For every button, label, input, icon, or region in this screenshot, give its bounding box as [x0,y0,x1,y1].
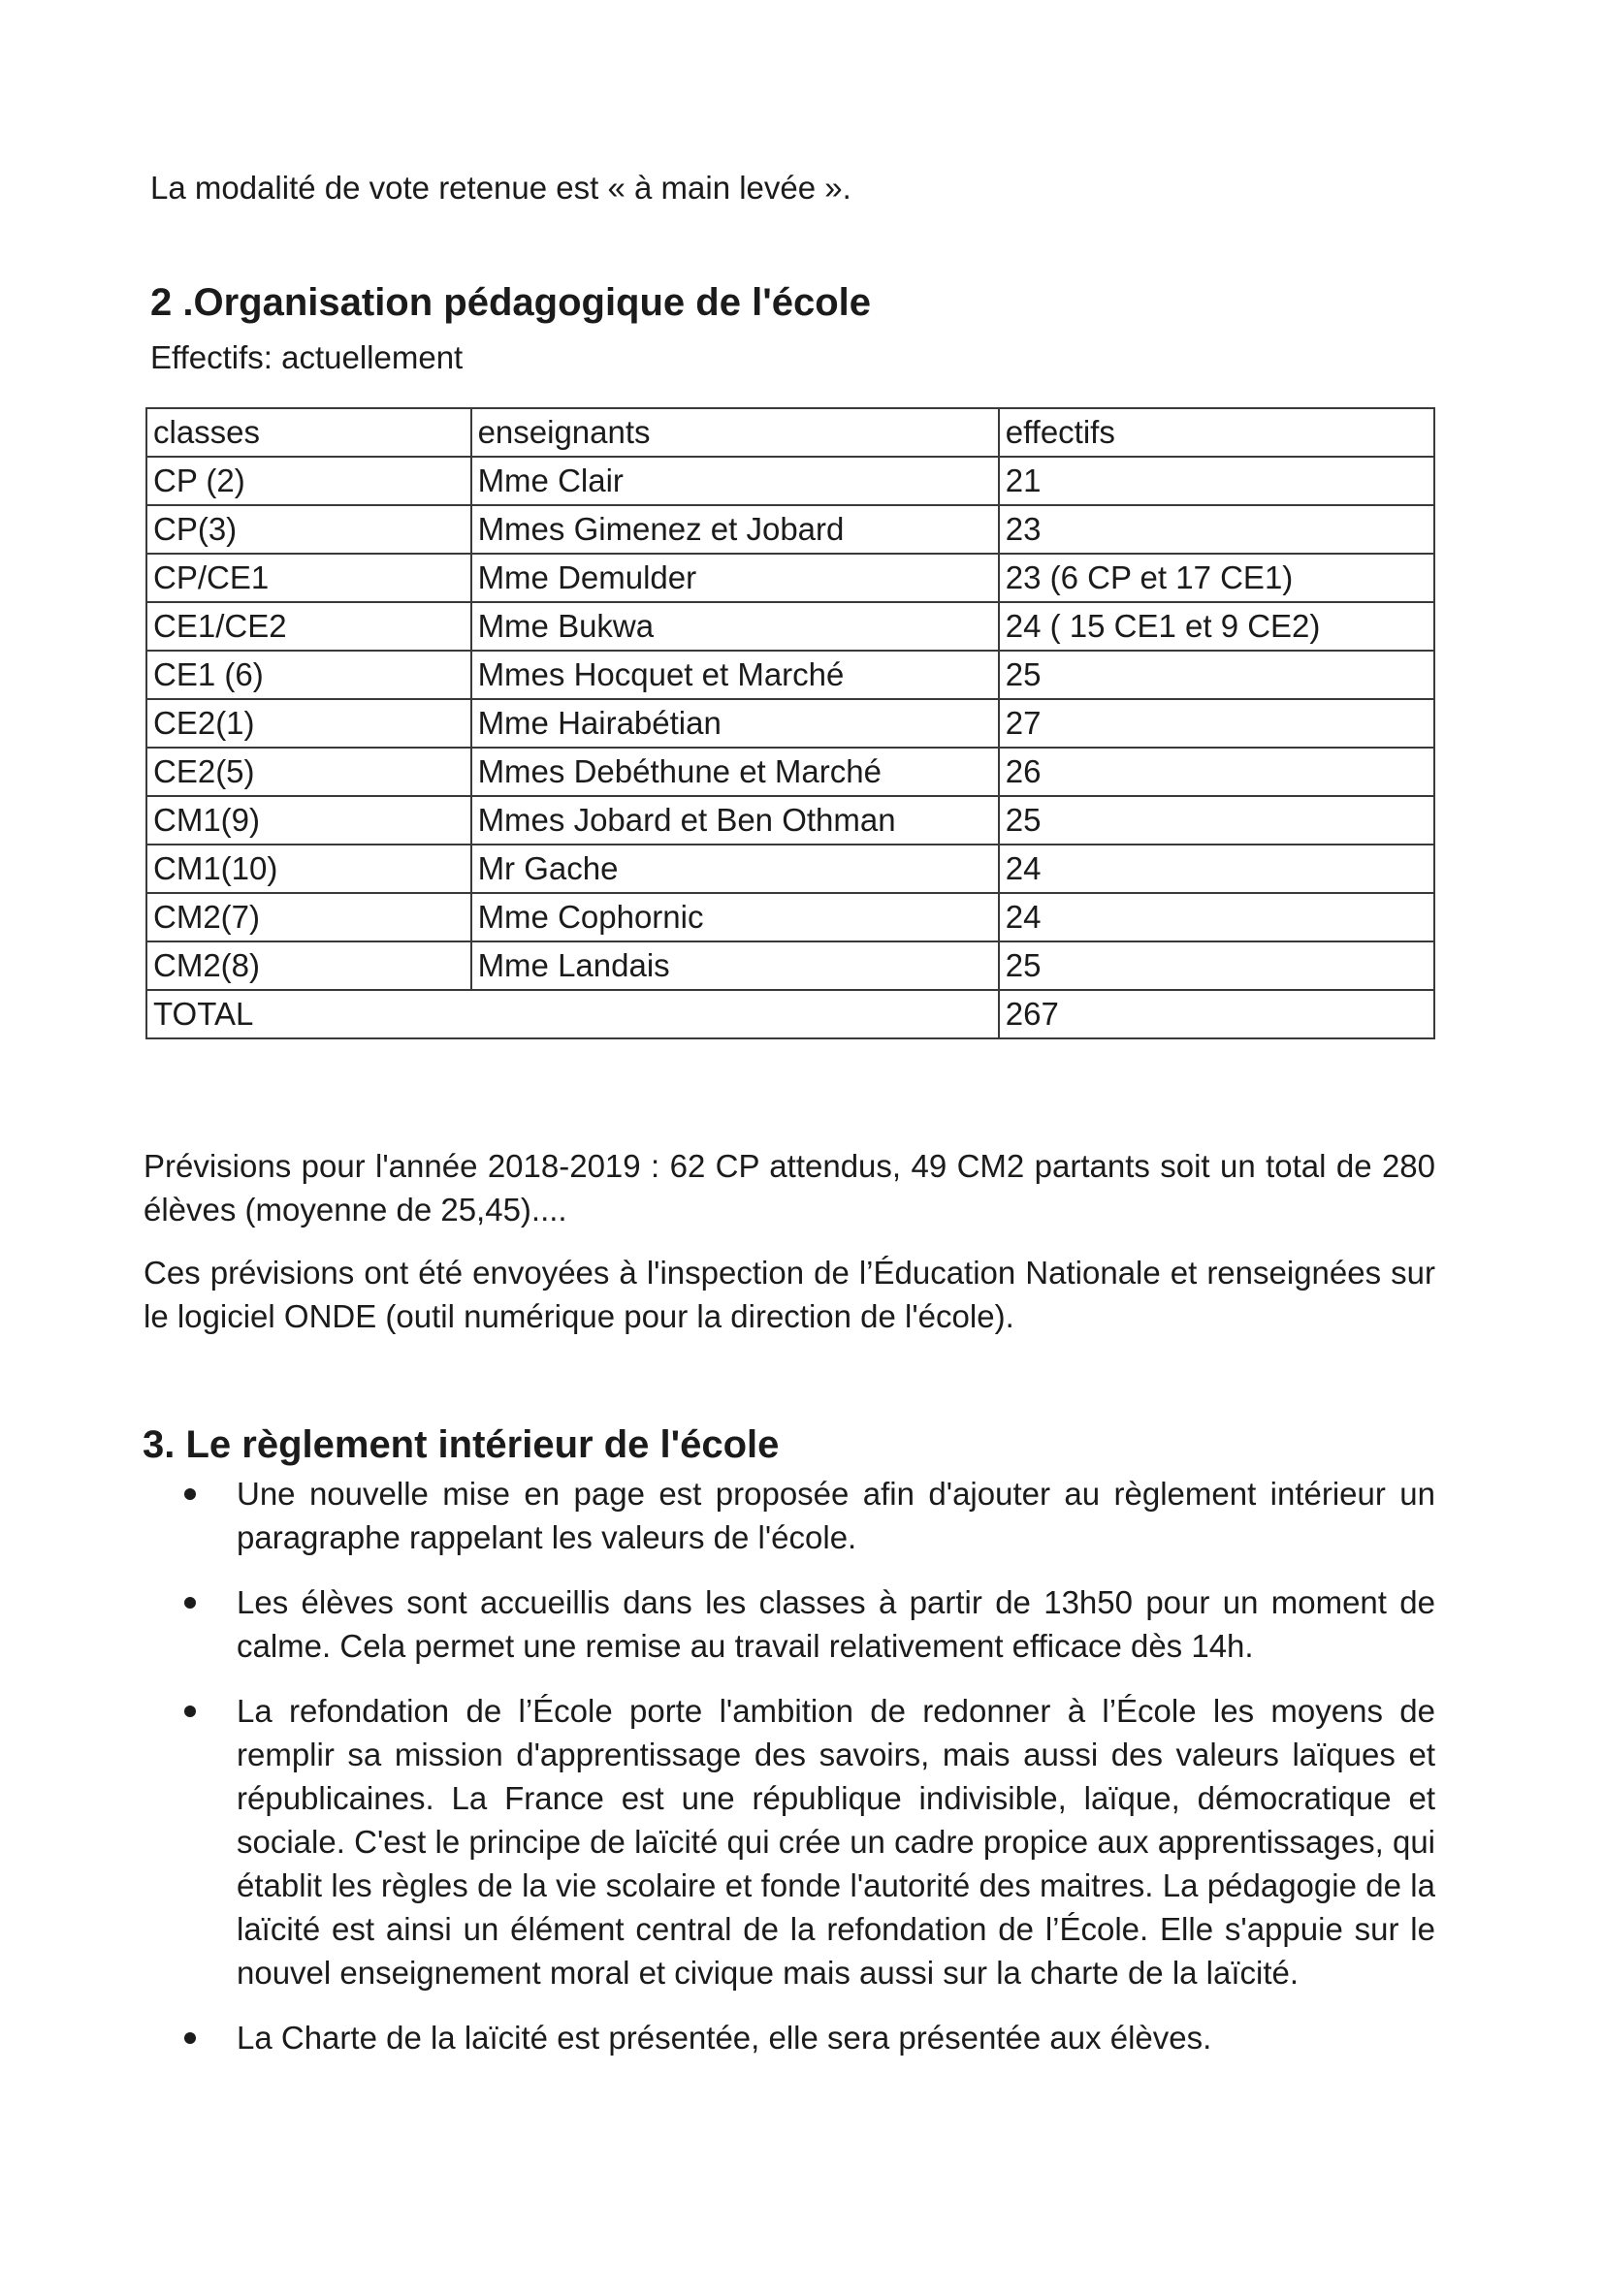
cell-enseignant: Mmes Gimenez et Jobard [471,505,999,554]
table-row [146,845,1434,893]
cell-classe: CM1(9) [146,796,471,845]
cell-enseignant: Mme Clair [471,457,999,505]
cell-classe: CP(3) [146,505,471,554]
cell-enseignant: Mme Landais [471,941,999,990]
cell-enseignant: Mmes Jobard et Ben Othman [471,796,999,845]
bullet-dot-icon [184,1597,196,1609]
list-item [184,1472,1435,1559]
cell-effectif: 26 [999,748,1434,796]
section-3-title: 3. Le règlement intérieur de l'école [143,1423,780,1466]
effectifs-table [145,407,1435,1039]
table-row [146,457,1434,505]
cell-effectif: 25 [999,941,1434,990]
cell-classe: CE1/CE2 [146,602,471,651]
list-item [184,1689,1435,1994]
table-row [146,796,1434,845]
envoi-paragraph: Ces prévisions ont été envoyées à l'inspection de l’Éducation Nationale et renseignées sur le logiciel ONDE (outil numérique pour la direction de l'école). [144,1255,1435,1334]
cell-effectif: 25 [999,651,1434,699]
list-item-text: Les élèves sont accueillis dans les classes à partir de 13h50 pour un moment de calme. Cela permet une remise au travail relativement efficace dès 14h. [237,1584,1435,1664]
total-value: 267 [999,990,1434,1038]
cell-classe: CE2(1) [146,699,471,748]
cell-classe: CP (2) [146,457,471,505]
cell-effectif: 23 [999,505,1434,554]
bullet-dot-icon [184,2032,196,2044]
cell-effectif: 24 [999,845,1434,893]
total-label: TOTAL [146,990,999,1038]
cell-enseignant: Mme Cophornic [471,893,999,941]
header-effectifs: effectifs [999,408,1434,457]
cell-classe: CE1 (6) [146,651,471,699]
cell-enseignant: Mme Hairabétian [471,699,999,748]
cell-enseignant: Mmes Hocquet et Marché [471,651,999,699]
cell-effectif: 24 [999,893,1434,941]
cell-effectif: 25 [999,796,1434,845]
cell-enseignant: Mr Gache [471,845,999,893]
list-item [184,2016,1435,2059]
table-total-row [146,990,1434,1038]
table-row [146,651,1434,699]
cell-classe: CM1(10) [146,845,471,893]
table-row [146,554,1434,602]
list-item-text: Une nouvelle mise en page est proposée afin d'ajouter au règlement intérieur un paragraphe rappelant les valeurs de l'école. [237,1476,1435,1555]
table-row [146,602,1434,651]
bullet-dot-icon [184,1488,196,1500]
cell-effectif: 27 [999,699,1434,748]
bullet-dot-icon [184,1706,196,1717]
table-row [146,748,1434,796]
cell-effectif: 23 (6 CP et 17 CE1) [999,554,1434,602]
header-classes: classes [146,408,471,457]
table-row [146,505,1434,554]
cell-enseignant: Mme Bukwa [471,602,999,651]
list-item-text: La Charte de la laïcité est présentée, elle sera présentée aux élèves. [237,2020,1212,2056]
cell-effectif: 21 [999,457,1434,505]
table-row [146,699,1434,748]
cell-classe: CM2(7) [146,893,471,941]
cell-classe: CP/CE1 [146,554,471,602]
table-row [146,941,1434,990]
cell-enseignant: Mmes Debéthune et Marché [471,748,999,796]
table-header-row [146,408,1434,457]
cell-classe: CM2(8) [146,941,471,990]
reglement-bullet-list [184,1472,1435,2081]
section-2-subtitle: Effectifs: actuellement [150,339,464,375]
table-row [146,893,1434,941]
cell-classe: CE2(5) [146,748,471,796]
section-2-title: 2 .Organisation pédagogique de l'école [150,281,871,324]
cell-effectif: 24 ( 15 CE1 et 9 CE2) [999,602,1434,651]
header-enseignants: enseignants [471,408,999,457]
previsions-paragraph: Prévisions pour l'année 2018-2019 : 62 CP attendus, 49 CM2 partants soit un total de 280 élèves (moyenne de 25,45).... [144,1148,1435,1228]
cell-enseignant: Mme Demulder [471,554,999,602]
list-item [184,1580,1435,1668]
list-item-text: La refondation de l’École porte l'ambition de redonner à l’École les moyens de remplir sa mission d'apprentissage des savoirs, mais aussi des valeurs laïques et républicaines. La France est une république indivisible, laïque, démocratique et sociale. C'est le principe de laïcité qui crée un cadre propice aux apprentissages, qui établit les règles de la vie scolaire et fonde l'autorité des maitres. La pédagogie de la laïcité est ainsi un élément central de la refondation de l’École. Elle s'appuie sur le nouvel enseignement moral et civique mais aussi sur la charte de la laïcité. [237,1693,1435,1991]
vote-modality-text: La modalité de vote retenue est « à main levée ». [150,170,851,206]
